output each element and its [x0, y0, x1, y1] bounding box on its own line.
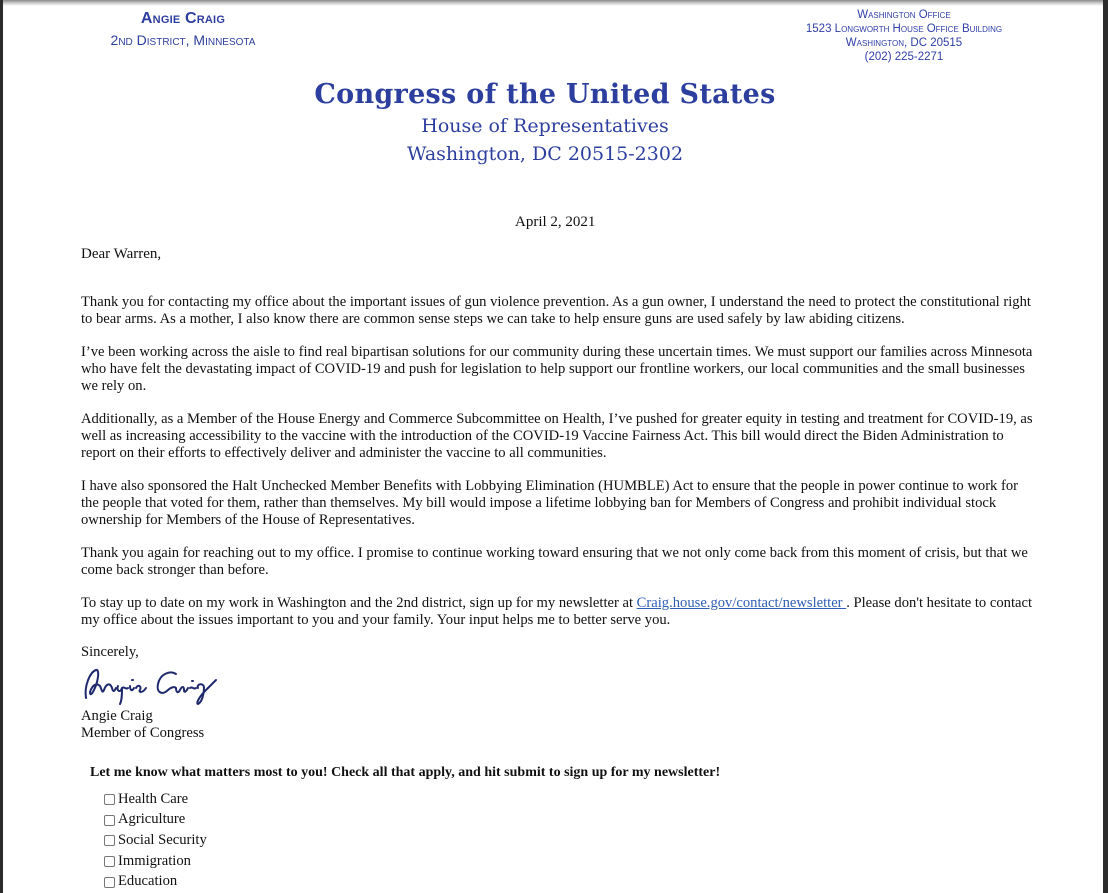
checkbox-label: Education	[118, 873, 178, 890]
member-name: Angie Craig	[140, 10, 226, 27]
checkbox-icon[interactable]	[104, 877, 115, 888]
paragraph: I’ve been working across the aisle to find real bipartisan solutions for our community during these uncertain times. We must support our families across Minnesota who have felt the devastating impact of COVID-19 and push for legislation to help support our frontline workers, our local communities and the small businesses we rely on.	[81, 344, 1033, 394]
window-frame-left	[0, 0, 3, 893]
checkbox-icon[interactable]	[104, 835, 115, 846]
letter-date: April 2, 2021	[515, 214, 596, 230]
checkbox-icon[interactable]	[104, 856, 115, 867]
newsletter-text-before: To stay up to date on my work in Washington and the 2nd district, sign up for my newsletter at	[81, 595, 637, 611]
paragraph: I have also sponsored the Halt Unchecked Member Benefits with Lobbying Elimination (HUMBLE) Act to ensure that the people in power continue to work for the people that voted for them, rather than themselves. My bill would impose a lifetime lobbying ban for Members of Congress and prohibit individual stock ownership for Members of the House of Representatives.	[81, 478, 1019, 528]
checkbox-education[interactable]	[104, 871, 207, 892]
office-phone: (202) 225-2271	[864, 51, 944, 63]
checkbox-health-care[interactable]	[104, 789, 207, 810]
signer-name: Angie Craig	[81, 708, 153, 724]
newsletter-link[interactable]: Craig.house.gov/contact/newsletter	[636, 595, 847, 611]
paragraph: Thank you again for reaching out to my office. I promise to continue working toward ensuring that we not only come back from this moment of crisis, but that we come back stronger than before.	[81, 545, 1028, 578]
house-heading: House of Representatives	[421, 115, 669, 137]
checkbox-immigration[interactable]	[104, 851, 207, 872]
seal-location: Washington, DC 20515-2302	[406, 143, 684, 165]
signer-title: Member of Congress	[81, 725, 205, 741]
checkbox-agriculture[interactable]	[104, 810, 207, 831]
letterhead-seal	[300, 78, 790, 168]
checkbox-label: Health Care	[118, 790, 189, 807]
office-address: 1523 Longworth House Office Building	[805, 23, 1003, 35]
window-frame-right	[1103, 0, 1108, 893]
newsletter-form-prompt: Let me know what matters most to you! Check all that apply, and hit submit to sign up for my newsletter!	[90, 765, 721, 780]
salutation: Dear Warren,	[81, 246, 162, 262]
signature-block	[81, 708, 204, 742]
newsletter-text-after: . Please don't hesitate to contact my office about the issues important to you and your family. Your input helps me to better serve you.	[81, 595, 1033, 628]
newsletter-paragraph	[81, 595, 1036, 629]
checkbox-label: Agriculture	[118, 811, 186, 828]
checkbox-label: Social Security	[118, 831, 207, 848]
letterhead-office	[786, 8, 1022, 64]
handwritten-signature	[80, 660, 220, 706]
window-frame-top	[3, 0, 1103, 6]
checkbox-icon[interactable]	[104, 815, 115, 826]
letterhead-member	[86, 10, 280, 50]
member-district: 2nd District, Minnesota	[110, 32, 256, 48]
congress-heading: Congress of the United States	[314, 79, 776, 110]
checkbox-social-security[interactable]	[104, 830, 207, 851]
checkbox-icon[interactable]	[104, 794, 115, 805]
paragraph: Additionally, as a Member of the House Energy and Commerce Subcommittee on Health, I’ve pushed for greater equity in testing and treatment for COVID-19, as well as increasing accessibility to the vaccine with the introduction of the COVID-19 Vaccine Fairness Act. This bill would direct the Biden Administration to report on their efforts to effectively deliver and administer the vaccine to all communities.	[81, 411, 1033, 461]
office-city: Washington, DC 20515	[845, 37, 963, 49]
office-title: Washington Office	[857, 9, 951, 21]
checkbox-label: Immigration	[118, 852, 191, 869]
paragraph: Thank you for contacting my office about the important issues of gun violence prevention. As a gun owner, I understand the need to protect the constitutional right to bear arms. As a mother, I also know there are common sense steps we can take to help ensure guns are used safely by law abiding citizens.	[81, 294, 1031, 327]
interest-checklist	[104, 789, 207, 892]
closing: Sincerely,	[81, 644, 139, 660]
